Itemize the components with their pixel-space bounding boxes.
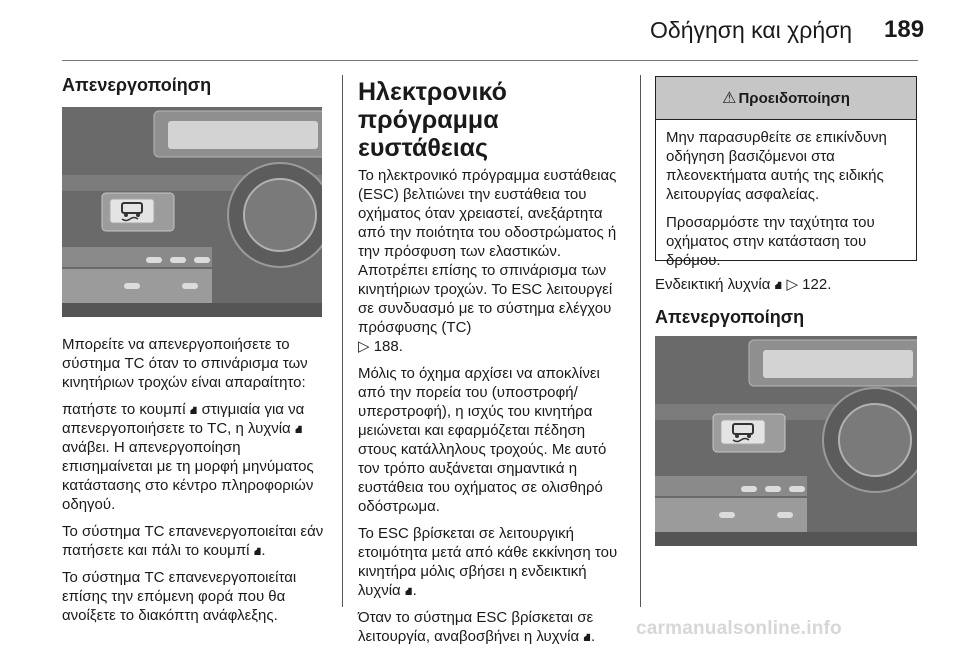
middle-p4-text: Όταν το σύστημα ESC βρίσκεται σε λειτουργία, αναβοσβήνει η λυχνία: [358, 609, 594, 645]
left-paragraph-1: Μπορείτε να απενεργοποιήσετε το σύστημα TC όταν το σπινάρισμα των κινητήριων τροχών είναι απαραίτητο:: [62, 336, 308, 391]
middle-heading-line-2: ευστάθειας: [358, 134, 489, 162]
esc-car-skid-icon: ⛘: [253, 546, 262, 558]
middle-paragraph-1: [358, 166, 626, 356]
left-body: [62, 335, 332, 633]
header-title: Οδήγηση και χρήση: [650, 17, 853, 43]
left-paragraph-2: [62, 400, 332, 514]
esc-car-skid-icon: ⛘: [404, 586, 413, 598]
esc-car-skid-icon: ⛘: [583, 632, 592, 644]
middle-p1-ref[interactable]: 188.: [373, 338, 403, 355]
middle-column: [358, 78, 626, 654]
esc-car-skid-icon: ⛘: [774, 280, 783, 292]
middle-paragraph-3: Το ESC βρίσκεται σε λειτουργική ετοιμότητα μετά από κάθε εκκίνηση του κινητήρα μόλις σβήσει η ενδεικτική λυχνία ⛘.: [358, 525, 618, 599]
warning-box: [655, 76, 917, 269]
middle-heading-line-1: Ηλεκτρονικό πρόγραμμα: [358, 78, 507, 134]
left-p2-part-a: πατήστε το κουμπί: [62, 401, 186, 418]
page-number: 189: [884, 16, 925, 43]
page-ref-arrow-icon: ▷: [358, 338, 370, 355]
watermark: carmanualsonline.info: [636, 618, 842, 639]
tc-button-photo: [62, 107, 322, 317]
warning-header: [656, 77, 916, 120]
left-p3-text: Το σύστημα TC επανενεργοποιείται εάν πατήσετε και πάλι το κουμπί: [62, 523, 324, 559]
indicator-ref[interactable]: 122.: [802, 276, 832, 293]
middle-heading: [358, 78, 626, 162]
middle-paragraph-2: Μόλις το όχημα αρχίσει να αποκλίνει από την πορεία του (υποστροφή/υπερστροφή), η ισχύς του κινητήρα μειώνεται και εφαρμόζεται πέδηση στους κατάλληλους τροχούς. Με αυτό τον τρόπο αυξάνεται σημαντικά η ευστάθεια του οχήματος σε ολισθηρό οδόστρωμα.: [358, 365, 607, 515]
right-heading: Απενεργοποίηση: [655, 307, 805, 327]
left-paragraph-3: Το σύστημα TC επανενεργοποιείται εάν πατήσετε και πάλι το κουμπί ⛘.: [62, 523, 324, 559]
indicator-label: Ενδεικτική λυχνία: [655, 276, 771, 293]
warning-paragraph-1: Μην παρασυρθείτε σε επικίνδυνη οδήγηση βασιζόμενοι στα πλεονεκτήματα αυτής της ειδικής λειτουργίας ασφαλείας.: [666, 129, 887, 203]
column-divider-1: [342, 75, 343, 607]
warning-triangle-icon: ⚠: [722, 90, 737, 107]
indicator-line: [655, 275, 920, 294]
right-text: [655, 275, 920, 327]
header-divider: [62, 60, 918, 61]
warning-paragraph-2: Προσαρμόστε την ταχύτητα του οχήματος στην κατάσταση του δρόμου.: [666, 214, 875, 269]
left-column: [62, 76, 330, 95]
left-p2-part-b: στιγμιαία για να απενεργοποιήσετε το TC, η λυχνία: [62, 401, 305, 437]
page-ref-arrow-icon: ▷: [786, 276, 798, 293]
middle-p1-text: Το ηλεκτρονικό πρόγραμμα ευστάθειας (ESC) βελτιώνει την ευστάθεια του οχήματος όταν χρειαστεί, ανεξάρτητα από την ποιότητα του οδοστρώματος ή την πρόσφυση των ελαστικών. Αποτρέπει επίσης το σπινάρισμα των κινητήριων τροχών. Το ESC λειτουργεί σε συνδυασμό με το σύστημα ελέγχου πρόσφυσης (TC): [358, 167, 617, 336]
esc-car-skid-icon: ⛘: [189, 405, 198, 417]
column-divider-2: [640, 75, 641, 607]
left-heading: Απενεργοποίηση: [62, 75, 212, 95]
left-p2-part-c: ανάβει. Η απενεργοποίηση επισημαίνεται με τη μορφή μηνύματος κατάστασης στο κέντρο πληροφοριών οδηγού.: [62, 439, 314, 513]
esc-button-photo: [655, 336, 917, 546]
warning-title: Προειδοποίηση: [738, 89, 850, 107]
warning-body: [656, 120, 916, 270]
middle-p3-text: Το ESC βρίσκεται σε λειτουργική ετοιμότητα μετά από κάθε εκκίνηση του κινητήρα μόλις σβήσει η ενδεικτική λυχνία: [358, 525, 618, 599]
tc-off-icon: ⛘: [294, 424, 303, 436]
dashboard-illustration: [62, 107, 322, 317]
left-paragraph-4: Το σύστημα TC επανενεργοποιείται επίσης την επόμενη φορά που θα ανοίξετε το διακόπτη ανάφλεξης.: [62, 569, 297, 624]
middle-paragraph-4: Όταν το σύστημα ESC βρίσκεται σε λειτουργία, αναβοσβήνει η λυχνία ⛘.: [358, 609, 596, 645]
dashboard-illustration-2: [655, 336, 917, 546]
